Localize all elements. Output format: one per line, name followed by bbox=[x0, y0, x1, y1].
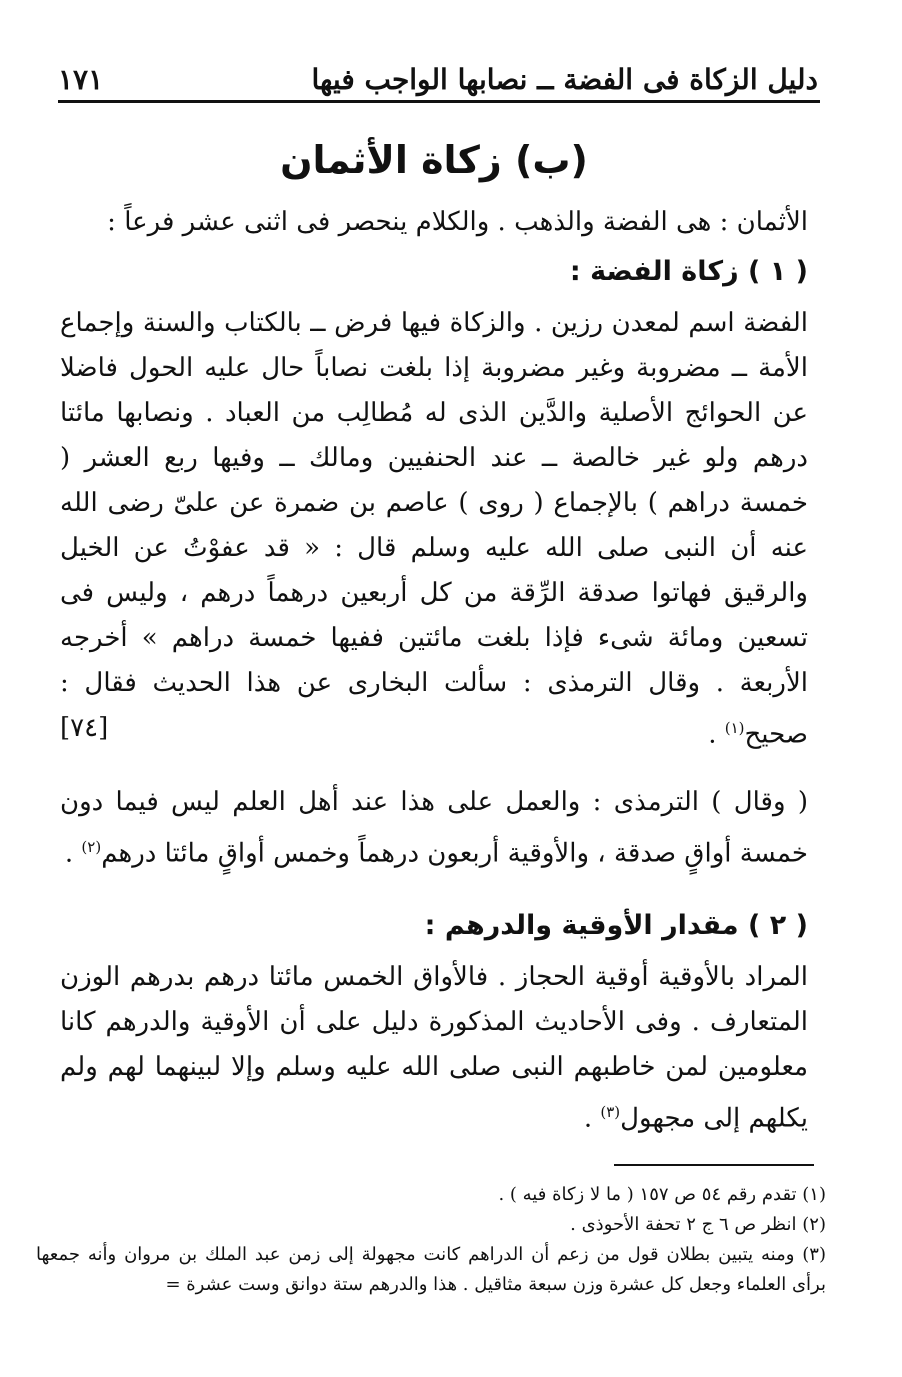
footnote-marker: (٣) bbox=[600, 1103, 621, 1122]
footnote: (٢) انظر ص ٦ ج ٢ تحفة الأحوذى . bbox=[570, 1214, 826, 1235]
running-header bbox=[58, 48, 818, 96]
footnote: (١) تقدم رقم ٥٤ ص ١٥٧ ( ما لا زكاة فيه ) . bbox=[498, 1184, 826, 1205]
paragraph-text: الفضة اسم لمعدن رزين . والزكاة فيها فرض ــ بالكتاب والسنة وإجماع الأمة ــ مضروبة وغير مضروبة إذا بلغت نصاباً حال عليه الحول فاضلا عن الحوائج الأصلية والدَّين الذى له مُطالِب من العباد . ونصابها مائتا درهم ولو غير خالصة ــ عند الحنفيين ومالك ــ وفيها ربع العشر ( خمسة دراهم ) بالإجماع ( روى ) عاصم بن ضمرة عن علىّ رضى الله عنه أن النبى صلى الله عليه وسلم قال : « قد عفوْتُ عن الخيل والرقيق فهاتوا صدقة الرِّقة من كل أربعين درهماً درهم ، وليس فى تسعين ومائة شىء فإذا بلغت مائتين ففيها خمسة دراهم » أخرجه الأربعة . وقال الترمذى : سألت البخارى عن هذا الحديث فقال : صحيح bbox=[60, 308, 808, 750]
footnote-rule bbox=[614, 1164, 814, 1166]
main-text bbox=[60, 138, 808, 1142]
running-title: دليل الزكاة فى الفضة ــ نصابها الواجب فيها bbox=[311, 63, 818, 96]
paragraph-silver-zakat: الفضة اسم لمعدن رزين . والزكاة فيها فرض ــ بالكتاب والسنة وإجماع الأمة ــ مضروبة وغير مضروبة إذا بلغت نصاباً حال عليه الحول فاضلا عن الحوائج الأصلية والدَّين الذى له مُطالِب من العباد . ونصابها مائتا درهم ولو غير خالصة ــ عند الحنفيين ومالك ــ وفيها ربع العشر ( خمسة دراهم ) بالإجماع ( روى ) عاصم بن ضمرة عن علىّ رضى الله عنه أن النبى صلى الله عليه وسلم قال : « قد عفوْتُ عن الخيل والرقيق فهاتوا صدقة الرِّقة من كل أربعين درهماً درهم ، وليس فى تسعين ومائة شىء فإذا بلغت مائتين ففيها خمسة دراهم » أخرجه الأربعة . وقال الترمذى : سألت البخارى عن هذا الحديث فقال : صحيح$^{(١)}$ . [٧٤] bbox=[60, 308, 808, 750]
subsection-heading-measures: ( ٢ ) مقدار الأوقية والدرهم : bbox=[424, 910, 808, 942]
footnote-marker: (١) bbox=[724, 719, 745, 737]
hadith-reference-number: [٧٤] bbox=[60, 713, 109, 743]
page-number: ١٧١ bbox=[58, 63, 104, 96]
paragraph-measures: المراد بالأوقية أوقية الحجاز . فالأواق الخمس مائتا درهم بدرهم الوزن المتعارف . وفى الأحاديث المذكورة دليل على أن الأوقية والدرهم كانا معلومين لمن خاطبهم النبى صلى الله عليه وسلم وإلا لبينهما لهم ولم يكلهم إلى مجهول$^{(٣)}$ . bbox=[60, 962, 808, 1134]
header-rule bbox=[58, 100, 820, 103]
subsection-heading-silver: ( ١ ) زكاة الفضة : bbox=[569, 256, 808, 287]
section-title: (ب) زكاة الأثمان bbox=[280, 138, 588, 182]
footnotes bbox=[36, 1180, 826, 1300]
footnote-marker: (٢) bbox=[81, 837, 102, 856]
intro-paragraph: الأثمان : هى الفضة والذهب . والكلام ينحصر فى اثنى عشر فرعاً : bbox=[107, 207, 808, 237]
footnote: (٣) ومنه يتبين بطلان قول من زعم أن الدراهم كانت مجهولة إلى زمن عبد الملك بن مروان وأنه جمعها برأى العلماء وجعل كل عشرة وزن سبعة مثاقيل . هذا والدرهم ستة دوانق وست عشرة = bbox=[36, 1244, 826, 1295]
paragraph-text: المراد بالأوقية أوقية الحجاز . فالأواق الخمس مائتا درهم بدرهم الوزن المتعارف . وفى الأحاديث المذكورة دليل على أن الأوقية والدرهم كانا معلومين لمن خاطبهم النبى صلى الله عليه وسلم وإلا لبينهما لهم ولم يكلهم إلى مجهول bbox=[60, 962, 808, 1134]
paragraph-tirmidhi: ( وقال ) الترمذى : والعمل على هذا عند أهل العلم ليس فيما دون خمسة أواقٍ صدقة ، والأوقية أربعون درهماً وخمس أواقٍ مائتا درهم$^{(٢)}$ . bbox=[60, 786, 808, 869]
paragraph-text: ( وقال ) الترمذى : والعمل على هذا عند أهل العلم ليس فيما دون خمسة أواقٍ صدقة ، والأوقية أربعون درهماً وخمس أواقٍ مائتا درهم bbox=[60, 786, 808, 869]
